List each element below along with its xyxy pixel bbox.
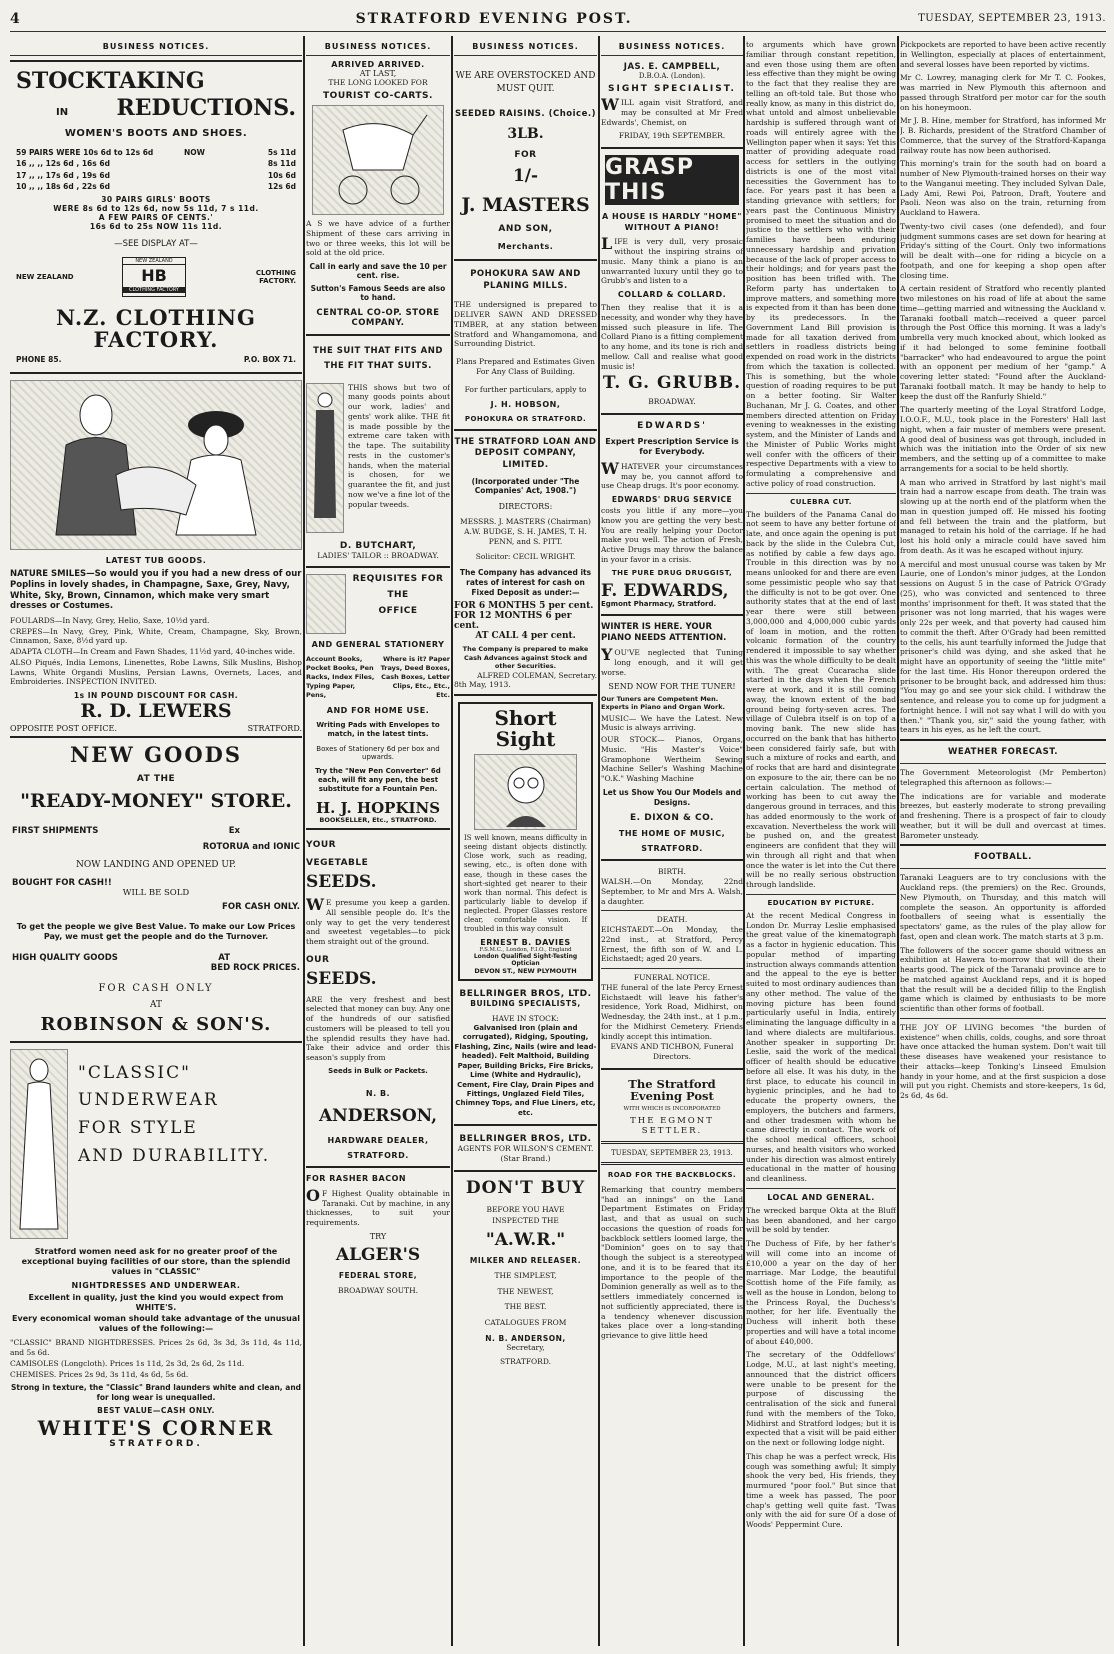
- writing-pads: Writing Pads with Envelopes to match, in the latest tints.: [316, 721, 440, 739]
- tailored-suit-figure: [306, 383, 344, 533]
- pohokura-mills: POHOKURA SAW AND PLANING MILLS.: [470, 268, 581, 291]
- anderson-town: STRATFORD.: [306, 1151, 450, 1168]
- in-label: IN: [56, 107, 69, 119]
- will-be-sold: WILL BE SOLD: [122, 887, 190, 898]
- at-label-2: AT: [218, 952, 230, 963]
- campbell-name: JAS. E. CAMPBELL,: [623, 62, 721, 72]
- bacon-text: OF Highest Quality obtainable in Taranaki. Cut by machine, in any thicknesses, to suit your requirements.: [306, 1185, 450, 1228]
- coleman-secretary: ALFRED COLEMAN, Secretary.: [477, 670, 597, 680]
- collard-and-collard: COLLARD & COLLARD.: [617, 290, 727, 300]
- nature-smiles: NATURE SMILES—So would you if you had a new dress of our Poplins in lovely shades, in Champagne, Saxe, Grey, Navy, White, Sky, Brown, Cinnamon, which make very smart dresses or Costumes.: [10, 569, 302, 612]
- cents-line: A FEW PAIRS OF CENTS.': [98, 213, 214, 223]
- grubb-name: T. G. GRUBB.: [602, 373, 742, 394]
- newspaper-title: STRATFORD EVENING POST.: [355, 10, 633, 27]
- loan-company: THE STRATFORD LOAN AND DEPOSIT COMPANY, LIMITED.: [454, 437, 597, 470]
- ship-names: ROTORUA and IONIC: [202, 841, 300, 852]
- man-figure-icon: [310, 388, 340, 528]
- our-stock-line: OUR STOCK— Pianos, Organs, Music. "His Master's Voice" Gramophone Wertheim Sewing Machine Seller's Washing Machine "O.K." Washing Machine: [601, 735, 743, 784]
- ex-label: Ex: [228, 825, 240, 836]
- linseed-emulsion-ad: THE JOY OF LIVING becomes "the burden of existence" when chills, colds, coughs, and sore throat have once attacked the human system. Don't wait till these diseases have weakened your resistance to their attacks—keep Tonking's Linseed Emulsion handy in your home, and at the first suspicion a dose will put you right. Chemists and store-keepers, 1s 6d, 2s 6d, 4s 6d.: [900, 1018, 1106, 1101]
- reductions-headline: REDUCTIONS.: [116, 95, 296, 122]
- building-specialists: BUILDING SPECIALISTS,: [470, 999, 581, 1009]
- grasp-this-banner: GRASP THIS: [605, 155, 739, 205]
- further-particulars: For further particulars, apply to: [464, 384, 587, 394]
- classic-nightdresses: "CLASSIC" BRAND NIGHTDRESSES. Prices 2s 6d, 3s 3d, 3s 11d, 4s 11d, and 5s 6d.: [10, 1338, 302, 1358]
- and-son: AND SON,: [498, 223, 553, 234]
- business-notices-header: BUSINESS NOTICES.: [454, 36, 597, 56]
- cash-discount: 1s IN POUND DISCOUNT FOR CASH.: [73, 691, 239, 701]
- price-row: [16, 147, 296, 158]
- hine-item: Mr J. B. Hine, member for Stratford, has informed Mr J. B. Richards, president of the Stratford Chamber of Commerce, that the survey of the Stratford-Kapanga railway route has now been authorised.: [900, 116, 1106, 155]
- price-cell: 10 ,, ,, 18s 6d , 22s 6d: [16, 181, 110, 191]
- stocktaking-headline: STOCKTAKING: [16, 68, 205, 94]
- ladies-tailor: LADIES' TAILOR :: BROADWAY.: [306, 551, 450, 568]
- pram-icon: [323, 110, 433, 210]
- try-label: TRY: [369, 1231, 387, 1241]
- dboa: D.B.O.A. (London).: [638, 72, 706, 80]
- awr-stratford: STRATFORD.: [500, 1356, 551, 1366]
- hopkins-name: H. J. HOPKINS: [315, 798, 441, 817]
- funeral-heading: FUNERAL NOTICE.: [633, 973, 711, 983]
- general-stationery: AND GENERAL STATIONERY: [311, 639, 445, 649]
- davies-qualifications: F.S.M.C., London, F.I.O., England: [479, 947, 572, 954]
- soccer-item: The followers of the soccer game should witness an exhibition at Hawera to-morrow that will do their hearts good. The pick of the Taranaki province are to be matched against Auckland reps, and it is hoped that the result will be a decided fillip to the English game which is claimed by enthusiasts to be more scientific than other forms of football.: [900, 945, 1106, 1013]
- best-value-text: To get the people we give Best Value. To make our Low Prices Pay, we must get the people and do the Turnover.: [16, 921, 296, 942]
- bookseller: BOOKSELLER, Etc., STRATFORD.: [306, 816, 450, 830]
- dixon-name: E. DIXON & CO.: [630, 813, 714, 824]
- price-cell: 8s 11d: [267, 159, 296, 169]
- ready-money-ad: [10, 738, 302, 1043]
- solicitor: Solicitor: CECIL WRIGHT.: [475, 552, 576, 562]
- hardware-dealer: HARDWARE DEALER,: [327, 1135, 429, 1145]
- bellringer-bros-2: BELLRINGER BROS, LTD.: [459, 1134, 592, 1145]
- your-label: YOUR: [306, 840, 337, 851]
- cents-prices: 16s 6d to 25s NOW 11s 11d.: [89, 222, 223, 232]
- lady-in-dress-icon: [14, 1054, 64, 1234]
- overstocked: WE ARE OVERSTOCKED AND MUST QUIT.: [455, 71, 596, 94]
- best-value-cash: BEST VALUE—CASH ONLY.: [97, 1405, 215, 1415]
- underwear-word: UNDERWEAR: [78, 1090, 219, 1111]
- dont-buy: DON'T BUY: [465, 1177, 586, 1198]
- meteorologist-item: The Government Meteorologist (Mr Pemberton) telegraphed this afternoon as follows:—: [900, 768, 1106, 787]
- dixon-town: STRATFORD.: [601, 844, 743, 861]
- price-cell: 12s 6d: [267, 181, 296, 191]
- fresh-seeds-text: ARE the very freshest and best selected that money can buy. Any one of the hundreds of our satisfied customers will be pleased to tell you the splendid results they have had. Take their advice and order this season's supply from: [306, 994, 450, 1063]
- pure-drug-druggist: THE PURE DRUG DRUGGIST,: [611, 568, 733, 577]
- central-coop: CENTRAL CO-OP. STORE COMPANY.: [306, 308, 450, 336]
- nb-anderson: N. B. ANDERSON,: [485, 1333, 566, 1343]
- tourist-co-carts: TOURIST CO-CARTS.: [323, 91, 433, 101]
- arrived-line: ARRIVED ARRIVED.: [331, 60, 425, 69]
- anderson-name: ANDERSON,: [318, 1105, 437, 1126]
- have-in-stock: HAVE IN STOCK:: [492, 1014, 559, 1024]
- business-notices-header: BUSINESS NOTICES.: [10, 36, 302, 56]
- edwards-heading: EDWARDS': [637, 420, 707, 431]
- column-4: [601, 36, 743, 1646]
- incorporated: (Incorporated under "The Companies' Act, 1908."): [471, 476, 580, 496]
- column-3: [454, 36, 597, 1646]
- whites-town: STRATFORD.: [109, 1438, 203, 1449]
- classic-word: "CLASSIC": [78, 1062, 191, 1083]
- edwards-drug-service: EDWARDS' DRUG SERVICE: [611, 495, 733, 504]
- f-edwards-name: F. EDWARDS,: [601, 580, 729, 601]
- football-heading: FOOTBALL.: [900, 844, 1106, 869]
- stock-list: Galvanised Iron (plain and corrugated), Ridging, Spouting, Flashing, Zinc, Nails (wire and lead-headed). Felt Malthoid, Building Paper, Building Bricks, Fire Bricks, Lime (White and Hydraulic), Cement, Fire Clay, Drain Pipes and Fittings, Unglazed Field Tiles, Chimney Tops, and Flue Liners, etc, etc.: [454, 1024, 597, 1126]
- bought-for-cash: BOUGHT FOR CASH!!: [12, 877, 112, 888]
- oddfellows-item: The secretary of the Oddfellows' Lodge, M.U., at last night's meeting, announced that the district officers were unable to be present for the purpose of discussing the centralisation of the sick and funeral fund with the members of the Toko, Midhirst and Stratford lodges; but it is expected that a visit will be paid either on the next or following lodge night.: [746, 1350, 896, 1447]
- plans-prepared: Plans Prepared and Estimates Given For Any Class of Building.: [456, 357, 595, 376]
- evening-post-title: The Stratford Evening Post: [628, 1076, 716, 1103]
- for-style: FOR STYLE: [78, 1118, 198, 1139]
- star-brand: (Star Brand.): [454, 1154, 597, 1172]
- friday-date: FRIDAY, 19th SEPTEMBER.: [601, 131, 743, 149]
- drug-service-text: costs you little if any more—you know you are getting the very best. You are really helping your Doctor make you well. The action of Fresh, Active Drugs may throw the balance in your favor in a crisis.: [601, 506, 743, 564]
- campbell-text: WILL again visit Stratford, and may be consulted at Mr Fred Edwards', Chemist, on: [601, 95, 743, 127]
- po-box: P.O. BOX 71.: [243, 355, 296, 365]
- loan-date: 8th May, 1913.: [454, 680, 597, 696]
- couple-drawing-icon: [26, 385, 286, 545]
- egmont-settler: THE EGMONT SETTLER.: [630, 1115, 714, 1136]
- incorporated-with: WITH WHICH IS INCORPORATED: [623, 1105, 721, 1112]
- sight-testing: London Qualified Sight-Testing Optician: [473, 953, 578, 968]
- also-line: ALSO Piqués, India Lemons, Linenettes, Robe Lawns, Silk Muslins, Bishop Lawns, White Organdi Muslins, Persian Lawns, Overnets, Laces, and Embroideries. INSPECTION INVITED.: [10, 657, 302, 687]
- stationery-illustration: [306, 574, 346, 634]
- office-label: OFFICE: [378, 605, 418, 616]
- winter-is-here: WINTER IS HERE. YOUR PIANO NEEDS ATTENTION.: [601, 622, 727, 644]
- local-general-heading: LOCAL AND GENERAL.: [746, 1188, 896, 1202]
- timber-text: THE undersigned is prepared to DELIVER SAWN AND DRESSED TIMBER, at any station between Stratford and Whangamomona, and Surrounding District.: [454, 300, 597, 349]
- road-text: Remarking that country members "had an innings" on the Land Department Estimates on Friday last, and that as usual on such occasions the question of roads for backblock settlers loomed large, the "Dominion" goes on to say that though the subject is a stereotyped one, and it is to be feared that its importance to the people of the Dominion generally as well as to the settlers immediately concerned is not sufficiently appreciated, there is a tendency whenever discussion takes place over a long-standing grievance to give little heed: [601, 1184, 743, 1341]
- column-1: [10, 36, 302, 1646]
- new-goods: NEW GOODS: [70, 741, 242, 767]
- seeded-raisins: SEEDED RAISINS. (Choice.): [455, 109, 596, 120]
- directors: DIRECTORS:: [498, 502, 553, 512]
- spectacled-man: [474, 754, 577, 830]
- page-number: 4: [10, 10, 20, 27]
- rate-6-months: FOR 6 MONTHS 5 per cent.: [454, 601, 594, 612]
- column-2: [306, 36, 450, 1646]
- music-line: MUSIC— We have the Latest. New Music is always arriving.: [601, 713, 743, 733]
- tuning-text: YOU'VE neglected that Tuning long enough, and it will get worse.: [601, 645, 743, 677]
- shipment-advice: A S we have advice of a further Shipment of these cars arriving in two or three weeks, this lot will be sold at the old price.: [306, 219, 450, 258]
- collard-text: Then they realise that it is a necessity, and wonder why they have missed such pleasure in life. The Collard Piano is a fitting complement to any home, and its tone is rich and mellow. Call and realise what good music is!: [601, 303, 743, 371]
- high-quality-goods: HIGH QUALITY GOODS: [12, 952, 118, 963]
- duchess-item: The Duchess of Fife, by her father's will will come into an income of £10,000 a year on the day of her marriage. Mar Lodge, the beautiful Scottish home of the Fife family, as well as the house in London, belong to the Princess Royal, the Duchess's mother, for her life. Eventually the Duchess will inherit both these properties and will have a total income of about £40,000.: [746, 1239, 896, 1346]
- see-display: —SEE DISPLAY AT—: [114, 239, 198, 250]
- davies-name: ERNEST B. DAVIES: [480, 938, 571, 948]
- send-for-tuner: SEND NOW FOR THE TUNER!: [608, 681, 736, 691]
- business-notices-header: BUSINESS NOTICES.: [601, 36, 743, 56]
- hobson-name: J. H. HOBSON,: [490, 400, 561, 410]
- for-cash-only: FOR CASH ONLY.: [222, 901, 300, 912]
- price-cell: [184, 170, 240, 181]
- column-rule: [897, 36, 899, 1646]
- issue-date: TUESDAY, SEPTEMBER 23, 1913.: [918, 13, 1106, 24]
- pohokura-or-stratford: POHOKURA OR STRATFORD.: [454, 415, 597, 431]
- pickpockets-item: Pickpockets are reported to have been active recently in Wellington, especially at places of entertainment, and several losses have been reported by victims.: [900, 40, 1106, 69]
- birth-heading: BIRTH.: [658, 867, 686, 877]
- and-durability: AND DURABILITY.: [78, 1146, 271, 1167]
- evans-tichbon: EVANS AND TICHBON, Funeral Directors.: [601, 1042, 743, 1070]
- stationery-list-2: Where is it? Paper Trays, Deed Boxes, Cash Boxes, Letter Clips, Etc., Etc., Etc.: [380, 654, 450, 699]
- director-names: MESSRS. J. MASTERS (Chairman) A.W. BUDGE, S. H. JAMES, T. H. PENN, and S. PITT.: [460, 517, 591, 546]
- economical-woman: Every economical woman should take advantage of the unusual values of the following:—: [12, 1313, 300, 1333]
- rasher-bacon: FOR RASHER BACON: [306, 1173, 407, 1183]
- vegetable-label: VEGETABLE: [306, 858, 369, 869]
- price-cell: [184, 181, 240, 192]
- lewers-town: STRATFORD.: [247, 723, 302, 733]
- cash-advances: The Company is prepared to make Cash Advances against Stock and other Securities.: [462, 645, 589, 671]
- broadway: BROADWAY.: [601, 397, 743, 415]
- excellent-quality: Excellent in quality, just the kind you would expect from WHITE'S.: [28, 1292, 284, 1313]
- culebra-text: The builders of the Panama Canal do not seem to have any better fortune of late, and once again the opening is put back by the slide in the Culebra Cut, as notified by cable a few days ago. Trouble in this direction was by no means unlooked for and there are even some pessimistic people who say that the difficulty is not to be got over. One authority states that at the end of last year there were still between 3,000,000 and 4,000,000 cubic yards of loam in motion, and the rotten volcanic formation of the country rendered it impossible to say whether this was the whole difficulty to be dealt with. The great Cucaracha slide started in the days when the French were at work, and it is still coming away, the known extent of the bad ground being forty-seven acres. The village of Culebra itself is on top of a moving bank. The new slide has occurred on the bank that has hitherto been considered fairly safe, but with such a mixture of rocks and earth, and of rocks that are hard and disintegrate on exposure to the air, there can be no certain calculation. The method of working has been to cut away the dangerous ground in terraces, and this has added enormously to the work of excavation. Nevertheless the work will be pushed on, and the greatest engineers are confident that they will win through all right and that when once the water is let into the Cut there will be no really serious obstruction through landslide.: [746, 509, 896, 889]
- price-cell: 16 ,, ,, 12s 6d , 16s 6d: [16, 159, 110, 169]
- suit-that-fits: THE SUIT THAT FITS AND THE FIT THAT SUITS.: [313, 346, 443, 372]
- strong-texture: Strong in texture, the "Classic" Brand launders white and clean, and for long wear is unequalled.: [10, 1383, 302, 1403]
- raisin-price: 1/-: [512, 165, 539, 186]
- girls-boots-prices: WERE 8s 6d to 12s 6d, now 5s 11d, 7 s 11d.: [53, 204, 259, 214]
- eichstaedt-death: EICHSTAEDT.—On Monday, the 22nd inst., at Stratford, Percy Ernest, the fifth son of W. and L. Eichstaedt; aged 20 years.: [601, 925, 743, 969]
- price-cell: [184, 158, 240, 169]
- man-with-glasses-icon: [496, 757, 556, 827]
- nz-clothing-logo: NEW ZEALAND HB CLOTHING FACTORY: [122, 257, 186, 297]
- competent-tuners: Our Tuners are Competent Men. Experts in Piano and Organ Work.: [601, 694, 725, 712]
- bellringer-bros: BELLRINGER BROS, LTD.: [459, 989, 592, 1000]
- sight-specialist: SIGHT SPECIALIST.: [608, 84, 736, 94]
- egmont-pharmacy: Egmont Pharmacy, Stratford.: [601, 600, 743, 616]
- leaguers-item: Taranaki Leaguers are to try conclusions with the Auckland reps. (the premiers) on the Rec. Grounds, New Plymouth, on Thursday, and this match will complete the season. An opportunity is afforded footballers of seeing what is essentially the spectators' game, as the rules of the play allow for fast, open and clean work. The match starts at 3 p.m.: [900, 873, 1106, 941]
- secretary: Secretary,: [506, 1342, 545, 1352]
- narrow-escape-item: A man who arrived in Stratford by last night's mail train had a narrow escape from death. The train was slowing up at the north end of the platform when the man in question jumped off. He missed his footing and fell between the train and the platform, but managed to retain his hold of the carriage. If he had lost his hold only a miracle could have saved him from death. As it was he escaped without injury.: [900, 477, 1106, 555]
- weather-forecast-heading: WEATHER FORECAST.: [900, 739, 1106, 764]
- masters-name: J. MASTERS: [461, 193, 590, 216]
- wilsons-cement: AGENTS FOR WILSON'S CEMENT.: [457, 1144, 594, 1154]
- education-heading: EDUCATION BY PICTURE.: [746, 894, 896, 907]
- home-use: AND FOR HOME USE.: [326, 706, 430, 716]
- ogrady-item: A merciful and most unusual course was taken by Mr Laurie, one of London's minor judges, at the London sessions on August 5 in the case of Patrick O'Grady (25), who was convicted and sentenced to three months' imprisonment for theft. It was stated that the prisoner was not long married, that his wages were only 22s per week, and that poverty had caused him to commit the theft. After O'Grady had been remitted to the cells, his aunt tearfully informed the Judge that prisoner's child was dying, and she asked that he might have an opportunity of seeing the "little mite" for the last time. His Honor thereupon ordered the prisoner to be brought back, and addressed him thus: "You may go and see your sick child. I withdraw the sentence, and release you to come up for judgment a fortnight hence. I will not say what I will do with you then." "Thank you, sir," said the young father, with tears in his eyes, as he left the court.: [900, 559, 1106, 735]
- requisites-for: REQUISITES FOR: [352, 573, 444, 584]
- shop-illustration: [10, 380, 302, 550]
- suttons-seeds: Sutton's Famous Seeds are also to hand.: [310, 284, 446, 302]
- latest-tub-goods: LATEST TUB GOODS.: [105, 556, 207, 566]
- interest-rates-intro: The Company has advanced its rates of interest for cash on Fixed Deposit as under:—: [459, 568, 592, 597]
- stationery-list-1: Account Books, Pocket Books, Pen Racks, Index Files, Typing Paper, Pens,: [306, 654, 375, 699]
- price-cell: 5s 11d: [267, 148, 296, 158]
- presume-text: WE presume you keep a garden. All sensible people do. It's the only way to get the very tenderest and sweetest vegetables—to pick them straight out of the ground.: [306, 895, 450, 947]
- short-sight-ad: [458, 702, 593, 981]
- seeds-title: SEEDS.: [306, 872, 377, 893]
- column-rule: [451, 36, 453, 1646]
- forecast-text: The indications are for variable and moderate breezes, but easterly moderate to strong prevailing and freshening. There is a prospect of fair to cloudy weather, but it will be dull and overcast at times. Barometer unsteady.: [900, 791, 1106, 840]
- call-early: Call in early and save the 10 per cent. rise.: [309, 262, 447, 280]
- seeds-title-2: SEEDS.: [306, 968, 377, 989]
- price-row: [16, 181, 296, 192]
- road-text-continued: to arguments which have grown familiar through constant repetition, and even those using them are often less effective than they might be owing to the fact that they realise they are telling an oft-told tale. But those who really know, as many in this district do, what untold and almost unbelievable hardship is suffered through want of roads will entirely agree with the Wellington paper when it says: Yet this matter of providing adequate road access for settlers in the outlying districts is one of the most vital necessities the Government has to face. For years past it has been a standing grievance with settlers; for years past the Continuous Ministry promised to meet the situation and do justice to the settlers who with their families have been enduring unnecessary hardship and privation because of the lack of proper access to their holdings; and for years past the position has been trifled with. The Reform party has undertaken to improve matters, and something more is expected from it than has been done by its predecessors. In the Government Land Bill provision is made for all taxation derived from settlers in roadless districts being expended on road work in the districts from which the taxation is collected. This is something, but the whole question of roading requires to be put on a better footing. Sir Walter Buchanan, Mr J. G. Coates, and other members directed attention on Friday evening to weaknesses in the existing system, and the Minister of Lands and the Minister of Public Works might well confer with the officers of their respective Departments with a view to formulating a comprehensive and active policy of road construction.: [746, 40, 896, 488]
- home-of-music: THE HOME OF MUSIC,: [618, 829, 726, 839]
- column-6: [900, 36, 1106, 1646]
- robinson-and-sons: ROBINSON & SON'S.: [40, 1013, 272, 1035]
- umbrella-item: A certain resident of Stratford who recently planted two milestones on his road of life at about the same time—getting married and witnessing the Auckland v. Taranaki football match—received a queer parcel through the Post Office this morning. It was a lady's umbrella very much knocked about, which looked as if it had belonged to some feminine football "barracker" who had endeavoured to argue the point with an opponent per medium of her "gamp." A covering letter stated: "Found after the Auckland-Taranaki football match. It may be handy to help to keep the dust off the Ranfurly Shield.": [900, 284, 1106, 401]
- price-rows: [16, 147, 296, 192]
- culebra-cut-heading: CULEBRA CUT.: [746, 493, 896, 506]
- opposite-post-office: OPPOSITE POST OFFICE.: [10, 723, 117, 733]
- broadway-south: BROADWAY SOUTH.: [337, 1285, 419, 1295]
- business-notices-header: BUSINESS NOTICES.: [306, 36, 450, 56]
- ready-money-store: "READY-MONEY" STORE.: [20, 790, 292, 813]
- for-label: FOR: [514, 149, 537, 160]
- chemises: CHEMISES. Prices 2s 9d, 3s 11d, 4s 6d, 5s 6d.: [10, 1369, 189, 1379]
- expert-prescription: Expert Prescription Service is for Everybody.: [605, 436, 739, 457]
- education-text: At the recent Medical Congress in London Dr. Murray Leslie emphasised the great value of the kinematograph as a factor in hygienic education. This popular method of imparting instruction always commands attention and the appeal to the eye is better suited to most ordinary audiences than any other method. The value of the moving picture has been found particularly useful in India, entirely eliminating the language difficulty in a land where dialects are multifarious. Another speaker in supporting Dr. Leslie, said the work of the medical officer of health should be educative before all else. It was his duty, in the first place, to educate his council in hygienic principles, and he had to educate the property owners, the employers, the butchers and farmers, and other tradesmen with whom he came directly in contact. The work of the school medical officers, school nurses, and health visitors who worked under his direction was almost entirely educational in the matter of housing and cleanliness.: [746, 910, 896, 1183]
- house-not-home: A HOUSE IS HARDLY "HOME" WITHOUT A PIANO!: [602, 212, 742, 233]
- classic-underwear-ad: [10, 1043, 302, 1449]
- road-backblocks: ROAD FOR THE BACKBLOCKS.: [607, 1170, 737, 1179]
- at-label-3: AT: [149, 999, 162, 1010]
- price-cell: NOW: [184, 148, 205, 158]
- before-inspected: BEFORE YOU HAVE INSPECTED THE: [486, 1204, 565, 1225]
- awr-name: "A.W.R.": [485, 1230, 566, 1251]
- nz-clothing-factory: N.Z. CLOTHING FACTORY.: [56, 305, 256, 353]
- nightdresses-underwear: NIGHTDRESSES AND UNDERWEAR.: [71, 1280, 241, 1290]
- for-cash-only-2: FOR CASH ONLY: [98, 982, 214, 994]
- price-row: [16, 158, 296, 169]
- lewers-ad: [10, 380, 302, 738]
- at-last: AT LAST,: [359, 69, 397, 78]
- three-lb: 3LB.: [507, 126, 544, 143]
- now-landing: NOW LANDING AND OPENED UP.: [75, 859, 237, 870]
- price-row: [16, 170, 296, 181]
- best: THE BEST.: [504, 1302, 547, 1312]
- clothing-factory-label: CLOTHING FACTORY.: [255, 269, 296, 286]
- lodge-meeting-item: The quarterly meeting of the Loyal Stratford Lodge, I.O.O.F., M.U., took place in the Foresters' Hall last night, when a fair muster of members were present. A good deal of business was got through, included in which was the initiation into the Order of six new members, and the setting up of a committee to make arrangements for a social to be held shortly.: [900, 405, 1106, 473]
- merchants: Merchants.: [454, 242, 597, 261]
- price-cell: 10s 6d: [267, 170, 296, 180]
- masthead: [10, 6, 1106, 32]
- our-label: OUR: [306, 954, 330, 965]
- crepes: CREPES—In Navy, Grey, Pink, White, Cream, Champagne, Sky, Brown, Cinnamon, Saxe, 8½d yard up.: [10, 626, 302, 646]
- column-rule: [743, 36, 745, 1646]
- whatever-text: WHATEVER your circumstances may be, you cannot afford to use Cheap drugs. It's poor economy.: [601, 458, 743, 491]
- column-rule: [598, 36, 600, 1646]
- womens-boots: WOMEN'S BOOTS AND SHOES.: [64, 128, 248, 140]
- adapta-cloth: ADAPTA CLOTH—In Cream and Fawn Shades, 11½d yard, 40-inches wide.: [10, 647, 295, 657]
- stationery-boxes: Boxes of Stationery 6d per box and upwards.: [316, 745, 440, 762]
- life-dull-text: LIFE is very dull, very prosaic without the inspiring strains of music. Many think a piano is an unwarranted luxury until they go to Grubb's and listen to a: [601, 234, 743, 286]
- funeral-text: THE funeral of the late Percy Ernest Eichstaedt will leave his father's residence, York Road, Midhirst, on Wednesday, the 24th inst., at 1 p.m., for the Midhirst Cemetery. Friends kindly accept this intimation.: [601, 982, 743, 1041]
- nb-label: N. B.: [365, 1088, 391, 1098]
- column-rule: [303, 36, 305, 1646]
- short-sight-title: Short Sight: [494, 706, 557, 752]
- devon-st: DEVON ST., NEW PLYMOUTH: [474, 967, 577, 976]
- long-looked-for: THE LONG LOOKED FOR: [328, 78, 428, 87]
- death-heading: DEATH.: [656, 915, 688, 925]
- whites-corner: WHITE'S CORNER: [37, 1415, 275, 1440]
- civil-cases-item: Twenty-two civil cases (one defended), and four judgment summons cases are set down for hearing at Friday's sitting of the Court. Only two informations will be dealt with—one for riding a bicycle on a footpath, and one for keeping a shop open after closing time.: [900, 221, 1106, 280]
- price-cell: 17 ,, ,, 17s 6d , 19s 6d: [16, 170, 110, 180]
- bed-rock-prices: BED ROCK PRICES.: [210, 962, 300, 973]
- show-models: Let us Show You Our Models and Designs.: [602, 787, 742, 807]
- newest: THE NEWEST,: [497, 1286, 554, 1296]
- camisoles: CAMISOLES (Longcloth). Prices 1s 11d, 2s 3d, 2s 6d, 2s 11d.: [10, 1358, 245, 1368]
- walsh-birth: WALSH.—On Monday, 22nd September, to Mr and Mrs A. Walsh, a daughter.: [601, 877, 743, 911]
- stocktaking-ad: [10, 60, 302, 374]
- phone-number: PHONE 85.: [16, 355, 62, 365]
- okta-item: The wrecked barque Okta at the Bluff has been abandoned, and her cargo will be sold by tender.: [746, 1205, 896, 1235]
- short-sight-text: IS well known, means difficulty in seeing distant objects distinctly. Close work, such as reading, sewing, etc., is often done with ease, though in these cases the short-sighted get nearer to their work than normal. This defect is particularly liable to develop if neglected. Proper Glasses restore clear, comfortable vision. If troubled in this way consult: [464, 834, 587, 934]
- nz-label: NEW ZEALAND: [16, 273, 74, 282]
- seeds-bulk: Seeds in Bulk or Packets.: [328, 1066, 428, 1075]
- column-5: [746, 36, 896, 1646]
- lewers-name: R. D. LEWERS: [80, 700, 232, 723]
- train-horses-item: This morning's train for the south had on board a number of New Plymouth-trained horses on their way to the Wanganui meeting. They included Sylvan Dale, Lady Ami, Rewi Poi, Patroon, Draft, Youtere and Paoli. Neon was also on the train, returning from Auckland to Hawera.: [900, 159, 1106, 217]
- classic-intro: Stratford women need ask for no greater proof of the exceptional buying facilities of our store, than the splendid values in "CLASSIC": [21, 1246, 291, 1277]
- first-shipments: FIRST SHIPMENTS: [12, 825, 99, 836]
- pram-illustration: [312, 105, 444, 215]
- foulards: FOULARDS—In Navy, Grey, Helio, Saxe, 10½d yard.: [10, 615, 210, 625]
- federal-store: FEDERAL STORE,: [338, 1270, 418, 1280]
- at-the: AT THE: [136, 774, 176, 785]
- milker-releaser: MILKER AND RELEASER.: [469, 1255, 582, 1265]
- peppermint-ad: This chap he was a perfect wreck, His cough was something awful; It simply shook the very bed, His friends, they murmured "poor fool." But since that time a week has passed, The poor chap's getting well quite fast. 'Twas only with the aid for sure Of a dose of Woods' Peppermint Cure.: [746, 1451, 896, 1529]
- pen-converter: Try the "New Pen Converter" 6d each, will fit any pen, the best substitute for a Fountain Pen.: [315, 767, 441, 794]
- settler-date: TUESDAY, SEPTEMBER 23, 1913.: [611, 1148, 733, 1157]
- lady-figure: [10, 1049, 68, 1239]
- catalogues-from: CATALOGUES FROM: [484, 1318, 567, 1328]
- rate-12-months: FOR 12 MONTHS 6 per cent.: [454, 611, 572, 632]
- the-label: THE: [387, 589, 409, 600]
- rate-at-call: AT CALL 4 per cent.: [475, 631, 576, 642]
- girls-boots: 30 PAIRS GIRLS' BOOTS: [101, 195, 211, 205]
- price-cell: 59 PAIRS WERE 10s 6d to 12s 6d: [16, 148, 154, 158]
- lowrey-item: Mr C. Lowrey, managing clerk for Mr T. C. Fookes, was married in New Plymouth this afternoon and passed through Stratford per motor car for the south on his honeymoon.: [900, 73, 1106, 112]
- suit-text: THIS shows but two of many goods points about our work, ladies' and gents' work alike. THE fit is made possible by the extreme care taken with the tape. The suitability rests in the customer's hands, when the material is chosen, for we guarantee the fit, and just now we've a fine lot of the popular tweeds.: [348, 382, 450, 509]
- butchart-name: D. BUTCHART,: [339, 540, 417, 551]
- simplest: THE SIMPLEST,: [494, 1270, 557, 1280]
- algers-name: ALGER'S: [335, 1244, 421, 1265]
